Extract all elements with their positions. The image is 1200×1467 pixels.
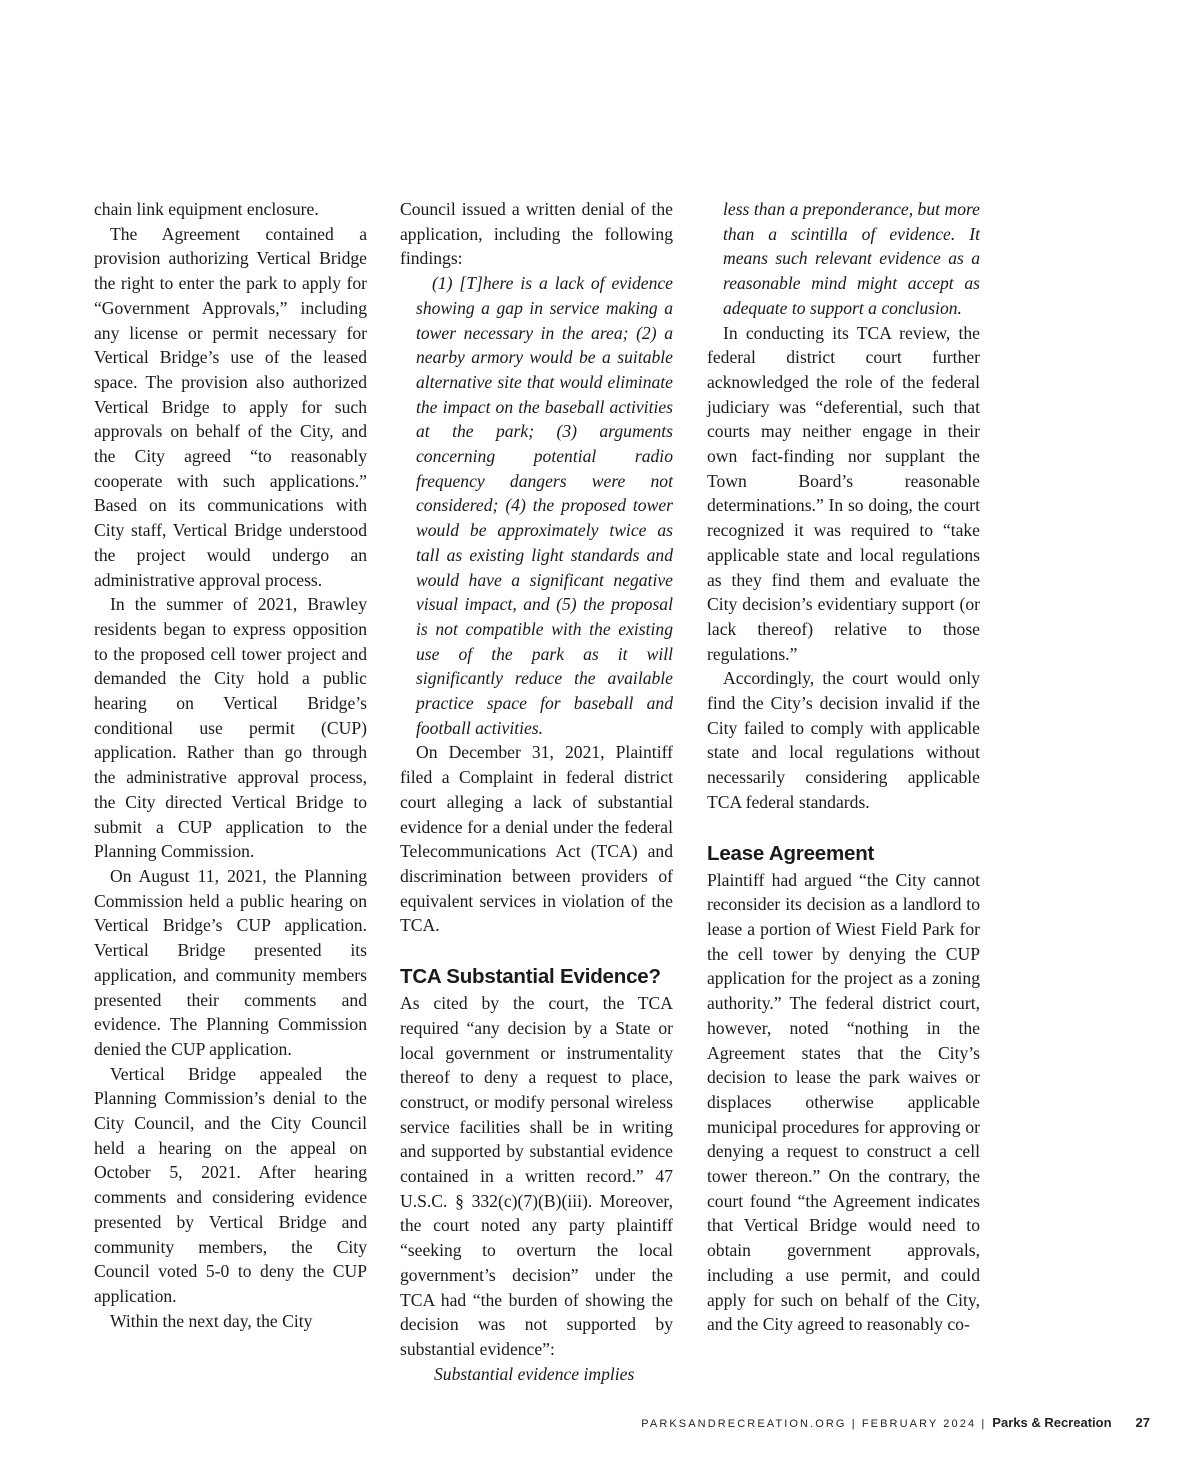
block-quote-findings: (1) [T]here is a lack of evidence showing a gap in service making a tower necessary in the area; (2) a nearby armory would be a suitable alternative site that would eliminate the impact on the baseball activities at the park; (3) arguments concerning potential radio frequency dangers were not considered; (4) the proposed tower would be approximately twice as tall as existing light standards and would have a significant negative visual impact, and (5) the proposal is not compatible with the existing use of the park as it will significantly reduce the available practice space for baseball and football activities. — [416, 273, 673, 738]
section-heading-lease: Lease Agreement — [707, 841, 875, 865]
paragraph: In conducting its TCA review, the federal district court further acknowledged the role of the federal judiciary was “deferential, such that courts may neither engage in their own fact-finding nor supplant the Town Board’s reasonable determinations.” In so doing, the court recognized it was required to “take applicable state and local regulations as they find them and evaluate the City decision’s evidentiary support (or lack thereof) relative to those regulations.” — [707, 322, 980, 664]
page-number: 27 — [1135, 1415, 1150, 1430]
footer-text: PARKSANDRECREATION.ORG | FEBRUARY 2024 | — [641, 1418, 987, 1430]
paragraph: In the summer of 2021, Brawley residents began to express opposition to the proposed cell tower project and demanded the City hold a public hearing on Vertical Bridge’s conditional use permit (CUP) application. Rather than go through the administrative approval process, the City directed Vertical Bridge to submit a CUP application to the Planning Commission. — [94, 594, 367, 862]
page-footer — [641, 1415, 1150, 1430]
text-column-3 — [707, 197, 980, 1337]
paragraph: On December 31, 2021, Plaintiff filed a Complaint in federal district court alleging a lack of substantial evidence for a denial under the federal Telecommunications Act (TCA) and discrimination between providers of equivalent services in violation of the TCA. — [400, 742, 673, 936]
paragraph: Vertical Bridge appealed the Planning Commission’s denial to the City Council, and the City Council held a hearing on the appeal on October 5, 2021. After hearing comments and considering evidence presented by Vertical Bridge and community members, the City Council voted 5-0 to deny the CUP application. — [94, 1063, 367, 1306]
paragraph: Within the next day, the City — [110, 1310, 313, 1331]
magazine-title: Parks & Recreation — [992, 1415, 1112, 1430]
paragraph: On August 11, 2021, the Planning Commission held a public hearing on Vertical Bridge’s CUP application. Vertical Bridge presented its application, and community members presented their comments and evidence. The Planning Commission denied the CUP application. — [94, 865, 367, 1059]
paragraph: The Agreement contained a provision authorizing Vertical Bridge the right to enter the park to apply for “Government Approvals,” including any license or permit necessary for Vertical Bridge’s use of the leased space. The provision also authorized Vertical Bridge to apply for such approvals on behalf of the City, and the City agreed “to reasonably cooperate with such applications.” Based on its communications with City staff, Vertical Bridge understood the project would undergo an administrative approval process. — [94, 223, 367, 590]
text-column-2 — [400, 197, 673, 1386]
paragraph: Accordingly, the court would only find the City’s decision invalid if the City failed to comply with applicable state and local regulations without necessarily considering applicable TCA federal standards. — [707, 668, 980, 812]
paragraph: Council issued a written denial of the application, including the following findings: — [400, 199, 673, 269]
block-quote-continued: less than a preponderance, but more than a scintilla of evidence. It means such relevant evidence as a reasonable mind might accept as adequate to support a conclusion. — [723, 199, 980, 318]
paragraph: As cited by the court, the TCA required “any decision by a State or local government or instrumentality thereof to deny a request to place, construct, or modify personal wireless service facilities shall be in writing and supported by substantial evidence contained in a written record.” 47 U.S.C. § 332(c)(7)(B)(iii). Moreover, the court noted any party plaintiff “seeking to overturn the local government’s decision” under the TCA had “the burden of showing the decision was not supported by substantial evidence”: — [400, 993, 673, 1359]
text-column-1 — [94, 197, 367, 1333]
paragraph: Plaintiff had argued “the City cannot reconsider its decision as a landlord to lease a portion of Wiest Field Park for the cell tower by denying the CUP application for the project as a zoning authority.” The federal district court, however, noted “nothing in the Agreement states that the City’s decision to lease the park waives or displaces otherwise applicable municipal procedures for approving or denying a request to construct a cell tower thereon.” On the contrary, the court found “the Agreement indicates that Vertical Bridge would need to obtain government approvals, including a use permit, and could apply for such on behalf of the City, and the City agreed to reasonably co- — [707, 869, 980, 1335]
section-heading-tca: TCA Substantial Evidence? — [400, 965, 661, 989]
block-quote-substantial-evidence: Substantial evidence implies — [434, 1363, 635, 1384]
paragraph: chain link equipment enclosure. — [94, 199, 319, 219]
